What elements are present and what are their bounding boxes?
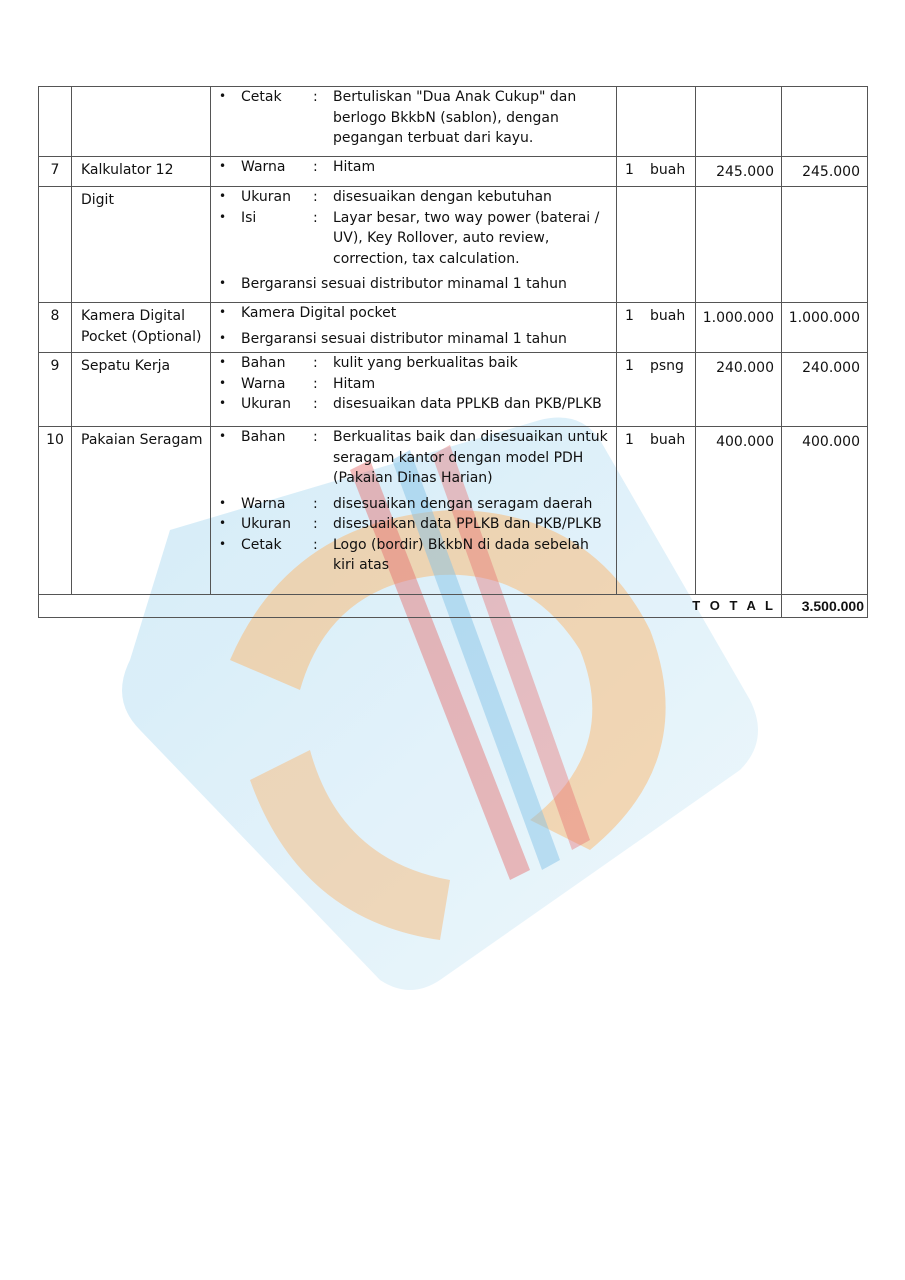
table-row [39, 427, 868, 595]
spec-colon: : [313, 355, 318, 371]
spec-item [217, 427, 610, 489]
spec-label: Cetak [241, 536, 282, 553]
spec-value: Layar besar, two way power (baterai / UV), Key Rollover, auto review, correction, tax calculation. [333, 209, 600, 267]
spec-label: Ukuran [241, 396, 292, 412]
bullet-icon: • [219, 189, 227, 203]
spec-colon: : [313, 209, 318, 226]
spec-text: Bergaransi sesuai distributor minamal 1 tahun [241, 276, 567, 292]
unit: buah [650, 162, 686, 178]
item-name: Digit [72, 187, 211, 303]
bullet-icon: • [219, 305, 227, 319]
row-number: 8 [39, 303, 72, 353]
spec-list [211, 303, 616, 351]
bullet-icon: • [219, 276, 227, 290]
bullet-icon: • [219, 495, 227, 510]
spec-colon: : [313, 396, 318, 412]
spec-item [217, 187, 610, 208]
spec-item [217, 329, 610, 350]
spec-colon: : [313, 516, 318, 532]
spec-label: Cetak [241, 89, 282, 105]
spec-value: kulit yang berkualitas baik [333, 355, 518, 371]
unit-price [696, 187, 782, 303]
quantity-cell [617, 353, 696, 427]
spec-label: Warna [241, 375, 286, 392]
spec-value: disesuaikan dengan seragam daerah [333, 495, 593, 512]
unit-price: 1.000.000 [696, 303, 782, 353]
spec-list [211, 353, 616, 417]
spec-value: disesuaikan data PPLKB dan PKB/PLKB [333, 396, 602, 412]
spec-item [217, 535, 610, 576]
spec-item [217, 374, 610, 395]
line-total [782, 187, 868, 303]
spec-label: Ukuran [241, 189, 292, 205]
spec-value: disesuaikan data PPLKB dan PKB/PLKB [333, 516, 602, 532]
row-number [39, 187, 72, 303]
spec-cell [211, 157, 617, 187]
spec-value: Hitam [333, 159, 376, 175]
spec-colon: : [313, 159, 318, 175]
spec-colon: : [313, 429, 318, 445]
spec-label: Bahan [241, 355, 286, 371]
bullet-icon: • [219, 396, 227, 410]
bullet-icon: • [219, 516, 227, 530]
spec-label: Warna [241, 495, 286, 512]
bullet-icon: • [219, 429, 227, 443]
spec-item [217, 353, 610, 374]
quantity: 1 [625, 432, 634, 448]
table-row [39, 353, 868, 427]
total-label: T O T A L [39, 595, 782, 618]
line-total [782, 87, 868, 157]
spec-value: Berkualitas baik dan disesuaikan untuk seragam kantor dengan model PDH (Pakaian Dinas Harian) [333, 429, 608, 486]
table-row [39, 187, 868, 303]
spec-value: disesuaikan dengan kebutuhan [333, 189, 552, 205]
spec-item [217, 514, 610, 535]
item-name: Kamera Digital Pocket (Optional) [72, 303, 211, 353]
line-total: 400.000 [782, 427, 868, 595]
bullet-icon: • [219, 89, 227, 103]
spec-label: Bahan [241, 429, 286, 445]
spec-text: Kamera Digital pocket [241, 305, 397, 321]
table-row [39, 303, 868, 353]
quantity: 1 [625, 308, 634, 324]
bullet-icon: • [219, 536, 227, 551]
spec-value: Logo (bordir) BkkbN di dada sebelah kiri atas [333, 536, 589, 573]
total-row [39, 595, 868, 618]
quantity-cell [617, 87, 696, 157]
unit: psng [650, 358, 684, 374]
item-name: Kalkulator 12 [72, 157, 211, 187]
bullet-icon: • [219, 209, 227, 224]
spec-item [217, 157, 610, 178]
bullet-icon: • [219, 159, 227, 173]
spec-cell [211, 187, 617, 303]
specification-table [38, 86, 868, 618]
spec-item [217, 208, 610, 270]
quantity-cell [617, 187, 696, 303]
spec-item [217, 394, 610, 415]
spec-colon: : [313, 89, 318, 105]
quantity: 1 [625, 162, 634, 178]
line-total: 240.000 [782, 353, 868, 427]
row-number: 10 [39, 427, 72, 595]
spec-text: Bergaransi sesuai distributor minamal 1 tahun [241, 330, 567, 347]
unit-price: 240.000 [696, 353, 782, 427]
table-row [39, 87, 868, 157]
quantity-cell [617, 157, 696, 187]
spec-colon: : [313, 189, 318, 205]
spec-item [217, 274, 610, 295]
total-value: 3.500.000 [782, 595, 868, 618]
line-total: 1.000.000 [782, 303, 868, 353]
table-row [39, 157, 868, 187]
bullet-icon: • [219, 330, 227, 345]
item-name: Sepatu Kerja [72, 353, 211, 427]
spec-colon: : [313, 375, 318, 392]
bullet-icon: • [219, 355, 227, 369]
spec-label: Isi [241, 209, 257, 226]
unit-price: 245.000 [696, 157, 782, 187]
line-total: 245.000 [782, 157, 868, 187]
spec-colon: : [313, 536, 318, 553]
spec-cell [211, 87, 617, 157]
quantity: 1 [625, 358, 634, 374]
row-number: 9 [39, 353, 72, 427]
row-number [39, 87, 72, 157]
spec-item [217, 87, 610, 149]
spec-value: Bertuliskan "Dua Anak Cukup" dan berlogo BkkbN (sablon), dengan pegangan terbuat dari kayu. [333, 89, 577, 146]
spec-list [211, 187, 616, 297]
quantity-cell [617, 427, 696, 595]
item-name [72, 87, 211, 157]
spec-label: Ukuran [241, 516, 292, 532]
bullet-icon: • [219, 375, 227, 390]
spec-value: Hitam [333, 375, 376, 392]
unit-price: 400.000 [696, 427, 782, 595]
unit-price [696, 87, 782, 157]
spec-list [211, 427, 616, 578]
spec-list [211, 157, 616, 180]
spec-cell [211, 353, 617, 427]
spec-cell [211, 303, 617, 353]
spec-label: Warna [241, 159, 286, 175]
spec-colon: : [313, 495, 318, 512]
spec-cell [211, 427, 617, 595]
spec-list [211, 87, 616, 151]
row-number: 7 [39, 157, 72, 187]
item-name: Pakaian Seragam [72, 427, 211, 595]
spec-item [217, 303, 610, 324]
unit: buah [650, 308, 686, 324]
spec-item [217, 494, 610, 515]
quantity-cell [617, 303, 696, 353]
unit: buah [650, 432, 686, 448]
